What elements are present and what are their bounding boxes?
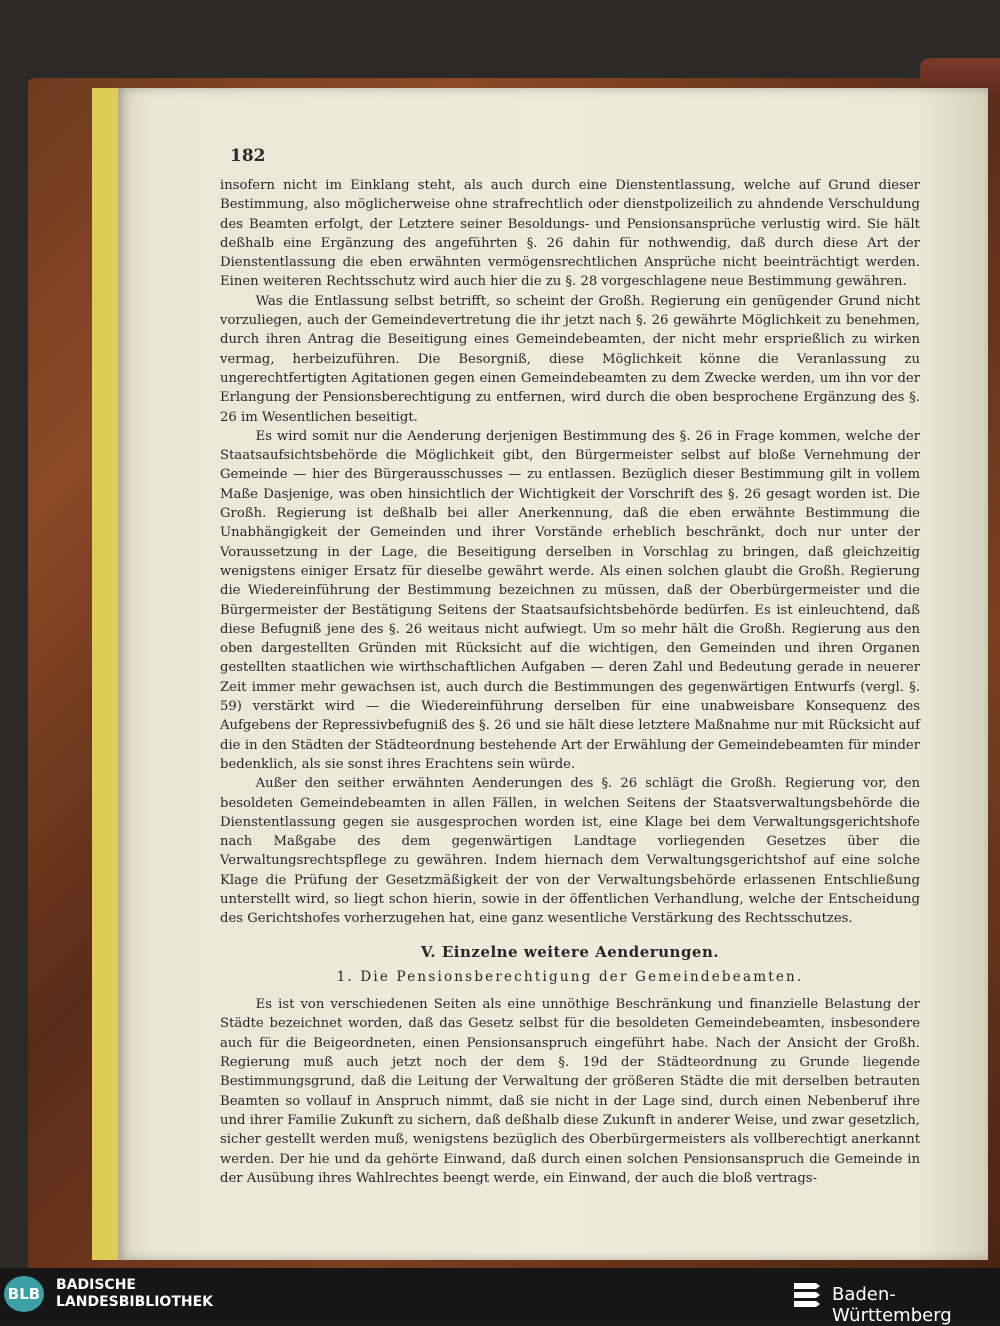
library-name-line: BADISCHE [56,1277,136,1293]
page-number: 182 [230,146,266,166]
section-heading: V. Einzelne weitere Aenderungen. [420,942,720,961]
paragraph: insofern nicht im Einklang steht, als auch durch eine Dienstentlassung, welche auf Grund dieser Bestimmung, also möglicherweise ohne strafrechtlich oder dienstpolizeilich zu ahndende Verschuldung des Beamten erfolgt, der Letztere seiner Besoldungs- und Pensionsansprüche verlustig wird. Sie hält deßhalb eine Ergänzung des angeführten §. 26 dahin für nothwendig, daß durch diese Art der Dienstentlassung die eben erwähnten vermögensrechtlichen Ansprüche nicht beeinträchtigt werden. Einen weiteren Rechtsschutz wird auch hier die zu §. 28 vorgeschlagene neue Bestimmung gewähren. [220,178,920,290]
baden-wuerttemberg-lions-icon[interactable] [790,1277,824,1311]
page-text [220,176,920,1188]
library-name[interactable] [56,1277,213,1311]
paragraph: Was die Entlassung selbst betrifft, so scheint der Großh. Regierung ein genügender Grund nicht vorzuliegen, auch der Gemeindevertretung die ihr jetzt nach §. 26 gewährte Möglichkeit zu benehmen, durch ihren Antrag die Beseitigung eines Gemeindebeamten, der nicht mehr ersprießlich zu wirken vermag, herbeizuführen. Die Besorgniß, diese Möglichkeit könne die Veranlassung zu ungerechtfertigten Agitationen gegen einen Gemeindebeamten zu dem Zwecke werden, um ihn vor der Erlangung der Pensionsberechtigung zu entfernen, wird durch die oben besprochene Ergänzung des §. 26 im Wesentlichen beseitigt. [220,293,920,425]
paragraph: Es ist von verschiedenen Seiten als eine unnöthige Beschränkung und finanzielle Belastung der Städte bezeichnet worden, daß das Gesetz selbst für die besoldeten Gemeindebeamten, insbesondere auch für die Beigeordneten, einen Pensionsanspruch eingeführt habe. Nach der Ansicht der Großh. Regierung muß auch jetzt noch der dem §. 19d der Städteordnung zu Grunde liegende Bestimmungsgrund, daß die Leitung der Verwaltung der größeren Städte die mit derselben betrauten Beamten so vollauf in Anspruch nimmt, daß sie nicht in der Lage sind, durch einen Nebenberuf ihre und ihrer Familie Zukunft zu sichern, daß deßhalb diese Zukunft in anderer Weise, und zwar gesetzlich, sicher gestellt werden muß, wenigstens bezüglich des Oberbürgermeisters als vollberechtigt anerkannt werden. Der hie und da gehörte Einwand, daß durch einen solchen Pensionsanspruch die Gemeinde in der Ausübung ihres Wahlrechtes beengt werde, ein Einwand, der auch die bloß vertrags- [220,997,920,1186]
state-name[interactable]: Baden-Württemberg [832,1284,952,1326]
library-name-line: LANDESBIBLIOTHEK [56,1294,214,1310]
paragraph: Es wird somit nur die Aenderung derjenigen Bestimmung des §. 26 in Frage kommen, welche der Staatsaufsichtsbehörde die Möglichkeit gibt, den Bürgermeister selbst auf bloße Vernehmung der Gemeinde — hier des Bürgerausschusses — zu entlassen. Bezüglich dieser Bestimmung gilt in vollem Maße Dasjenige, was oben hinsichtlich der Wichtigkeit der Vorschrift des §. 26 gesagt worden ist. Die Großh. Regierung ist deßhalb bei aller Anerkennung, daß die eben erwähnte Bestimmung die Unabhängigkeit der Gemeinden und ihrer Vorstände erheblich beschränkt, doch nur unter der Voraussetzung in der Lage, die Beseitigung derselben in Vorschlag zu bringen, daß gleichzeitig wenigstens einiger Ersatz für dieselbe gewährt werde. Als einen solchen glaubt die Großh. Regierung die Wiedereinführung der Bestimmung bezeichnen zu müssen, daß der Oberbürgermeister und die Bürgermeister der Bestätigung Seitens der Staatsaufsichtsbehörde bedürfen. Es ist einleuchtend, daß diese Befugniß jene des §. 26 weitaus nicht aufwiegt. Um so mehr hält die Großh. Regierung aus den oben dargestellten Gründen mit Rücksicht auf die wichtigen, den Gemeinden und ihren Organen gestellten staatlichen wie wirthschaftlichen Aufgaben — deren Zahl und Bedeutung gerade in neuerer Zeit immer mehr gewachsen ist, auch durch die Bestimmungen des gegenwärtigen Entwurfs (vergl. §. 59) verstärkt wird — die Wiedereinführung derselben für eine unabweisbare Konsequenz des Aufgebens der Repressivbefugniß des §. 26 und sie hält diese letztere Maßnahme nur mit Rücksicht auf die in den Städten der Städteordnung bestehende Art der Erwählung der Gemeindebeamten für minder bedenklich, als sie sonst ihres Erachtens sein würde. [220,428,920,772]
footer-bar [0,1268,1000,1326]
subsection-heading: 1. Die Pensionsberechtigung der Gemeindebeamten. [336,968,804,985]
paragraph: Außer den seither erwähnten Aenderungen des §. 26 schlägt die Großh. Regierung vor, den besoldeten Gemeindebeamten in allen Fällen, in welchen Seitens der Staatsverwaltungsbehörde die Dienstentlassung gegen sie ausgesprochen worden ist, eine Klage bei dem Verwaltungsgerichtshofe nach Maßgabe des dem gegenwärtigen Landtage vorliegenden Gesetzes über die Verwaltungsrechtspflege zu gewähren. Indem hiernach dem Verwaltungsgerichtshof auf eine solche Klage die Prüfung der Gesetzmäßigkeit der von der Verwaltungsbehörde erlassenen Entschließung unterstellt wird, so liegt schon hierin, sowie in der öffentlichen Verhandlung, welche der Entscheidung des Gerichtshofes vorherzugehen hat, eine ganz wesentliche Verstärkung des Rechtsschutzes. [220,776,920,927]
blb-logo-icon[interactable]: BLB [4,1276,44,1312]
